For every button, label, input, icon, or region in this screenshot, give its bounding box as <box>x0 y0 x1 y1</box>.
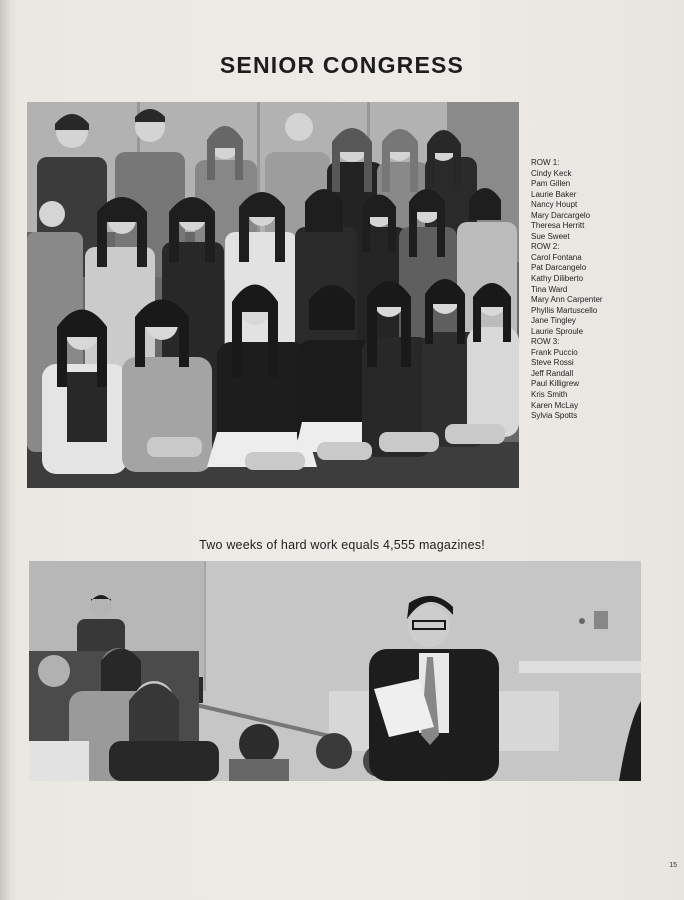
roster-row-heading: ROW 2: <box>531 242 560 252</box>
page-spine-shadow <box>0 0 10 900</box>
roster-name: Kris Smith <box>531 390 568 400</box>
roster-name: Frank Puccio <box>531 347 578 357</box>
roster-name: Laurie Sproule <box>531 326 584 336</box>
roster-name: Mary Darcargelo <box>531 210 591 220</box>
roster-row-heading: ROW 3: <box>531 337 560 347</box>
page-title: SENIOR CONGRESS <box>219 52 465 78</box>
roster-name: Tina Ward <box>531 284 568 294</box>
page-number: 15 <box>669 862 677 869</box>
roster-name: Phyllis Martuscello <box>531 305 598 315</box>
roster-name: Paul Killigrew <box>531 379 580 389</box>
photo-caption: Two weeks of hard work equals 4,555 magazines! <box>199 538 485 552</box>
roster-name: Steve Rossi <box>531 358 574 368</box>
roster-name: Sylvia Spotts <box>531 411 578 421</box>
roster-name: Kathy Diliberto <box>531 274 584 284</box>
roster-name: Jane Tingley <box>531 316 576 326</box>
group-photo <box>27 102 519 488</box>
roster-list <box>531 158 681 422</box>
roster-name: Mary Ann Carpenter <box>531 295 603 305</box>
roster-name: Laurie Baker <box>531 189 577 199</box>
roster-name: Nancy Houpt <box>531 200 578 210</box>
roster-name: Cindy Keck <box>531 168 572 178</box>
meeting-photo <box>29 561 641 781</box>
roster-name: Sue Sweet <box>531 231 570 241</box>
roster-name: Theresa Herritt <box>531 221 585 231</box>
roster-name: Jeff Randall <box>531 368 574 378</box>
roster-name: Carol Fontana <box>531 252 582 262</box>
roster-name: Pam Gillen <box>531 179 571 189</box>
roster-name: Karen McLay <box>531 400 579 410</box>
meeting-photo-illustration <box>29 561 641 781</box>
roster-row-heading: ROW 1: <box>531 158 560 167</box>
roster-name: Pat Darcangelo <box>531 263 587 273</box>
group-photo-illustration <box>27 102 519 488</box>
